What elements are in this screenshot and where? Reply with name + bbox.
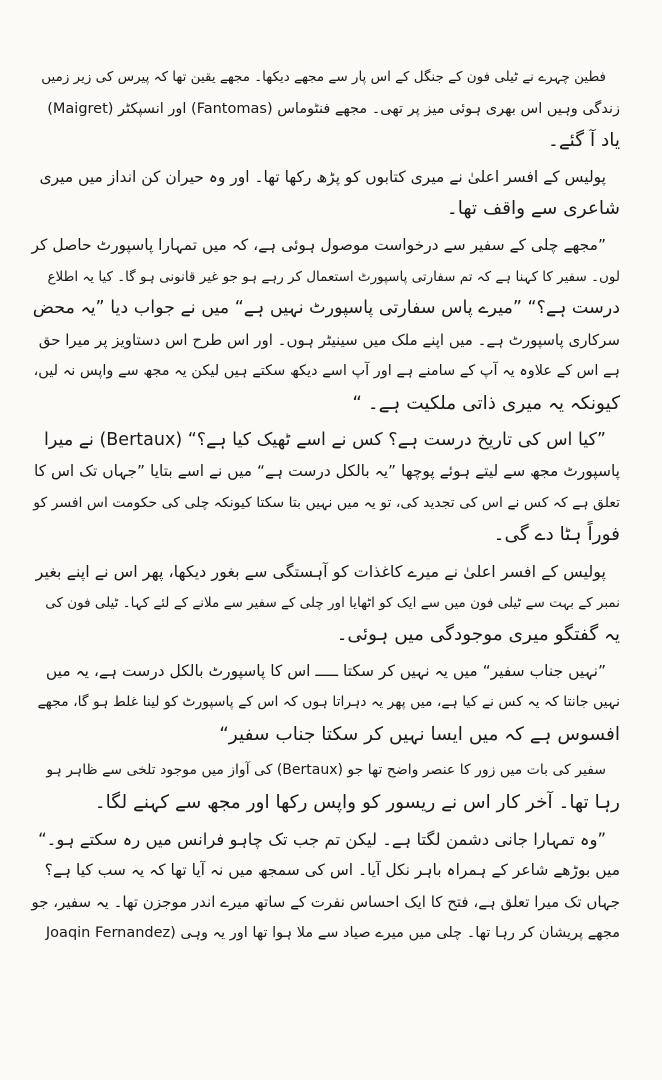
paragraph: [30, 855, 620, 950]
text-line: ”نہیں جناب سفیر“ میں یہ نہیں کر سکتا ـــــ اس کا پاسپورٹ بالکل درست ہے، یہ میں: [45, 661, 606, 680]
paragraph: [30, 425, 620, 551]
text-line: ”وہ تمہارا جانی دشمن لگتا ہے۔ لیکن تم جب تک چاہو فرانس میں رہ سکتے ہو۔“: [38, 829, 606, 849]
text-line: کیونکہ یہ میری ذاتی ملکیت ہے۔ “: [352, 392, 620, 414]
text-line: پولیس کے افسر اعلیٰ نے میری کتابوں کو پڑھ رکھا تھا۔ اور وہ حیران کن انداز میں میری: [39, 167, 606, 186]
text-line: پاسپورٹ مجھ سے لیتے ہوئے پوچھا ”یہ بالکل درست ہے“ میں نے اسے بتایا ”جہاں تک اس کا: [33, 462, 620, 481]
text-line: یہ گفتگو میری موجودگی میں ہوئی۔: [336, 624, 620, 646]
text-line: جہاں تک میرا تعلق ہے، فتح کا ایک احساس نفرت کے ساتھ میرے اندر موجزن تھا۔ یہ سفیر، جو: [31, 892, 620, 911]
text-line: درست ہے؟“ ”میرے پاس سفارتی پاسپورٹ نہیں ہے“ میں نے جواب دیا ”یہ محض: [32, 298, 620, 319]
text-line: ہے اس کے علاوہ یہ آپ کے سامنے ہے اور آپ اسے دیکھ سکتے ہیں لیکن یہ مجھ سے واپس نہ لیں،: [33, 363, 620, 380]
paragraph: [30, 230, 620, 420]
text-line: تعلق ہے کہ کس نے اس کی تجدید کی، تو یہ میں نہیں بتا سکتا کیونکہ چلی کی حکومت اس افسر کو: [33, 494, 620, 511]
text-line: میں بوڑھے شاعر کے ہمراہ باہر نکل آیا۔ اس کی سمجھ میں نہ آیا تھا کہ یہ سب کیا ہے؟: [44, 861, 620, 880]
paragraph: [30, 162, 620, 225]
paragraph: [30, 824, 620, 856]
text-line: ”کیا اس کی تاریخ درست ہے؟ کس نے اسے ٹھیک کیا ہے؟“ (Bertaux) نے میرا: [44, 429, 606, 450]
text-line: نمبر کے بہت سے ٹیلی فون میں سے ایک کو اٹھایا اور چلی کے سفیر سے ملانے کے لئے کہا۔ ٹیلی فون کی: [45, 594, 620, 611]
text-line: فطین چہرے نے ٹیلی فون کے جنگل کے اس پار سے مجھے دیکھا۔ مجھے یقین تھا کہ پیرس کی زیر زمیں: [41, 69, 606, 85]
text-line: افسوس ہے کہ میں ایسا نہیں کر سکتا جناب سفیر“: [219, 723, 620, 745]
text-line: لوں۔ سفیر کا کہنا ہے کہ تم سفارتی پاسپورٹ استعمال کر رہے ہو جو غیر قانونی ہو گا۔ کیا یہ اطلاع: [47, 268, 620, 285]
paragraph: [30, 755, 620, 818]
text-line: زندگی وہیں اس بھری ہوئی میز پر تھی۔ مجھے فنٹوماس (Fantomas) اور انسپکٹر (Maigret): [47, 100, 620, 117]
text-line: ”مجھے چلی کے سفیر سے درخواست موصول ہوئی ہے، کہ میں تمہارا پاسپورٹ حاصل کر: [31, 235, 606, 254]
text-line: نہیں جانتا کہ یہ کس نے کیا ہے، میں پھر یہ دہراتا ہوں کہ اس کے پاسپورٹ کو لینا غلط ہو گا، مجھے: [37, 694, 620, 711]
text-line: پولیس کے افسر اعلیٰ نے میرے کاغذات کو آہستگی سے بغور دیکھا، پھر اس نے اپنے بغیر: [35, 561, 606, 581]
text-line: مجھے پریشان کر رہا تھا۔ چلی میں میرے صیاد سے ملا ہوا تھا اور یہ وہی (Joaqin Fernandez: [45, 925, 620, 942]
paragraph: [30, 62, 620, 157]
paragraph: [30, 556, 620, 651]
text-line: سفیر کی بات میں زور کا عنصر واضح تھا جو (Bertaux) کی آواز میں موجود تلخی سے ظاہر ہو: [46, 762, 606, 779]
text-line: فوراً ہٹا دے گی۔: [493, 524, 620, 546]
paragraph: [30, 656, 620, 751]
text-line: رہا تھا۔ آخر کار اس نے ریسور کو واپس رکھا اور مجھ سے کہنے لگا۔: [94, 792, 620, 814]
text-line: شاعری سے واقف تھا۔: [446, 198, 620, 220]
text-line: سرکاری پاسپورٹ ہے۔ میں اپنے ملک میں سینیٹر ہوں۔ اور اس طرح اس دستاویز پر میرا حق: [38, 330, 620, 349]
text-line: یاد آ گئے۔: [548, 130, 620, 152]
page-text: [30, 62, 620, 950]
